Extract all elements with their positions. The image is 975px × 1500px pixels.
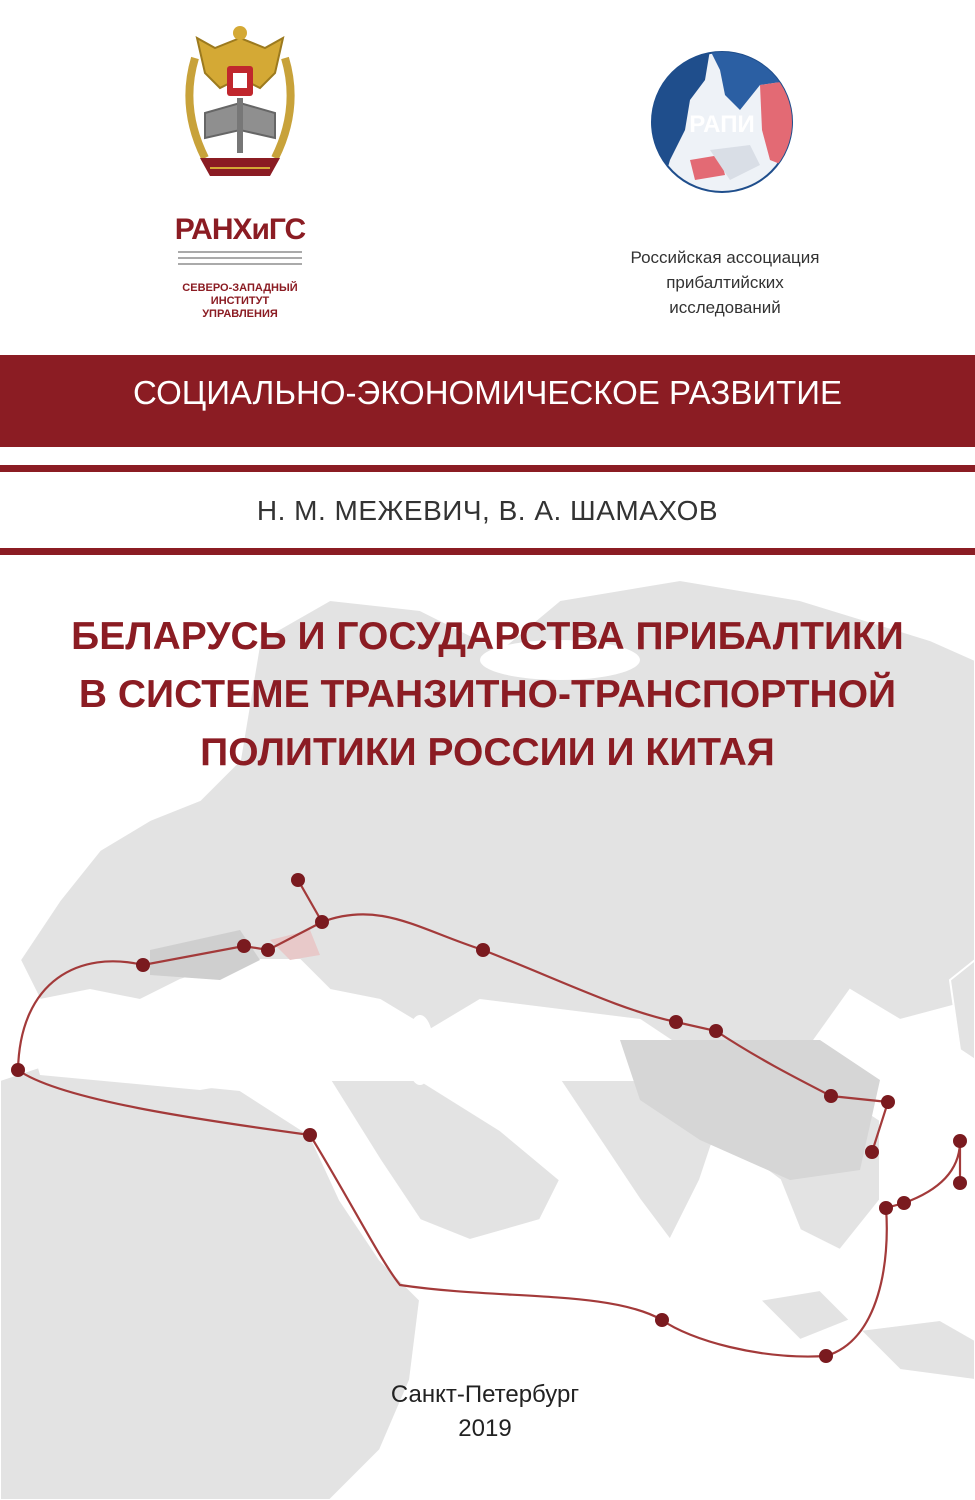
route-stop	[11, 1063, 25, 1077]
ranepa-institute-name: СЕВЕРО-ЗАПАДНЫЙ ИНСТИТУТ УПРАВЛЕНИЯ	[182, 282, 298, 320]
route-stop	[315, 915, 329, 929]
authors-divider-top	[0, 465, 975, 472]
route-stop	[953, 1134, 967, 1148]
ranepa-logo	[160, 18, 320, 338]
route-stop	[824, 1089, 838, 1103]
title-line-2: В СИСТЕМЕ ТРАНЗИТНО-ТРАНСПОРТНОЙ	[78, 673, 897, 716]
route-stop	[709, 1024, 723, 1038]
route-stop	[136, 958, 150, 972]
authors-divider-bottom	[0, 548, 975, 555]
route-stop	[303, 1128, 317, 1142]
ranepa-fine-print	[178, 251, 302, 273]
series-title: СОЦИАЛЬНО-ЭКОНОМИЧЕСКОЕ РАЗВИТИЕ	[133, 374, 842, 411]
authors: Н. М. МЕЖЕВИЧ, В. А. ШАМАХОВ	[256, 495, 719, 526]
route-stop	[897, 1196, 911, 1210]
route-stop	[669, 1015, 683, 1029]
publication-year: 2019	[458, 1415, 512, 1442]
rapi-logo	[600, 50, 850, 330]
route-stop	[237, 939, 251, 953]
route-stop	[261, 943, 275, 957]
book-title	[40, 608, 935, 782]
publication-place: Санкт-Петербург	[390, 1381, 580, 1408]
route-stop	[819, 1349, 833, 1363]
rapi-caption: Российская ассоциация прибалтийских исследований	[630, 248, 820, 317]
route-stop	[865, 1145, 879, 1159]
route-stop	[879, 1201, 893, 1215]
imprint	[360, 1378, 610, 1446]
rapi-globe-label: РАПИ	[689, 111, 755, 138]
route-stop	[655, 1313, 669, 1327]
route-stop	[881, 1095, 895, 1109]
baltic-globe-icon	[650, 50, 795, 195]
title-line-1: БЕЛАРУСЬ И ГОСУДАРСТВА ПРИБАЛТИКИ	[71, 615, 904, 658]
route-stop	[953, 1176, 967, 1190]
route-stop	[476, 943, 490, 957]
route-stop	[291, 873, 305, 887]
title-line-3: ПОЛИТИКИ РОССИИ И КИТАЯ	[200, 731, 775, 774]
double-headed-eagle-emblem-icon	[175, 18, 305, 193]
ranepa-name: РАНХиГС	[174, 213, 306, 246]
